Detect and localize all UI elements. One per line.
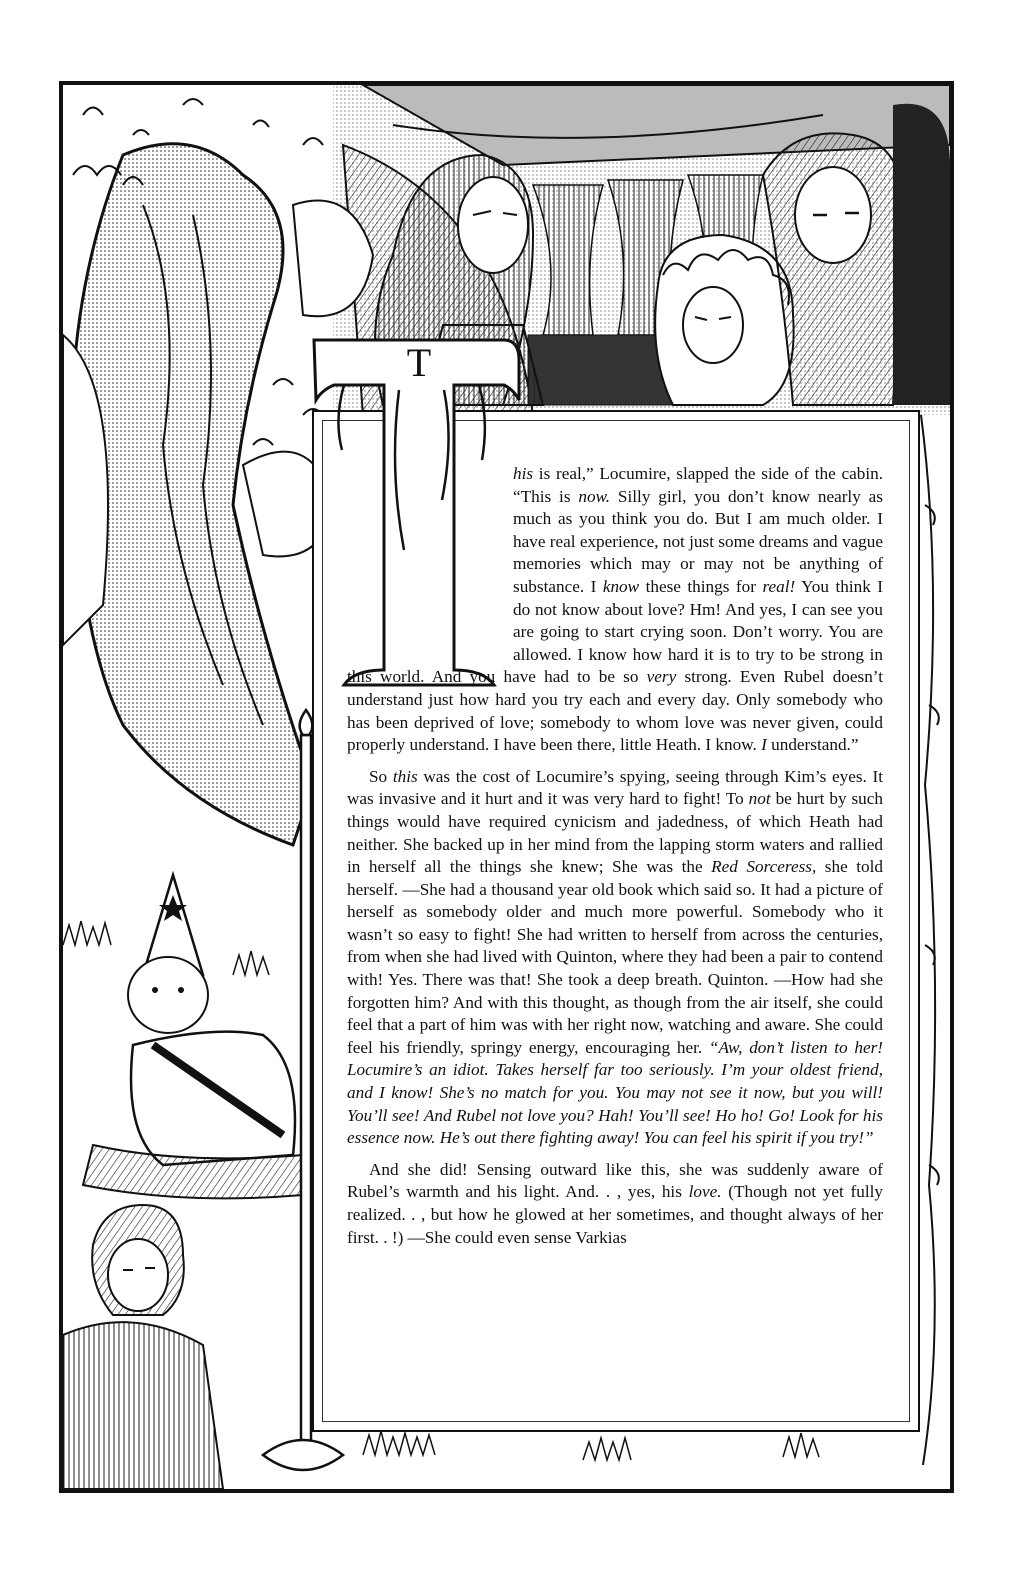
story-text-segment: understand.” <box>766 735 859 755</box>
comic-panel <box>59 81 954 1493</box>
heath-figure <box>655 235 793 405</box>
story-text-segment: “Aw, don’t listen to her! Locumire’s an idiot. Takes herself far too seriously. I’m your oldest friend, and I know! She’s no match for you. You may not see it now, but you will! You’ll see! And Rubel not love you? Hah! You’ll see! Ho ho! Go! Look for his essence now. He’s out there fighting away! You can feel his spirit if you try!” <box>347 1037 883 1148</box>
story-text-segment: Red Sorceress, <box>711 857 817 877</box>
kim-figure <box>763 104 950 405</box>
story-text-segment: I <box>761 735 767 755</box>
story-text-segment: know <box>602 576 640 596</box>
story-text-segment: be hurt by such things would have required cynicism and jadedness, of which Heath had neither. She backed up in her mind from the lapping storm waters and rallied in herself all the things she knew; She was the <box>347 789 884 877</box>
story-text-segment: she told herself. —She had a thousand year old book which said so. It had a picture of herself as somebody older and much more powerful. Somebody who it wasn’t so easy to fight! She had written to herself from across the centuries, from when she had lived with Quinton, where they had been a pair to contend with! Yes. There was that! She took a deep breath. Quinton. —How had she forgotten him? And with this thought, as though from the air itself, she could feel that a part of him was with her right now, watching and aware. She could feel his friendly, springy energy, encouraging her. <box>347 857 883 1057</box>
quinton-figure <box>83 875 303 1198</box>
rubel-figure <box>63 1205 223 1489</box>
story-text-segment: is real,” Locumire, slapped the side of the cabin. “This is <box>513 464 883 506</box>
story-text-segment: this <box>392 766 418 786</box>
story-text-segment: was the cost of Locumire’s spying, seeing through Kim’s eyes. It was invasive and it hurt and it was very hard to fight! To <box>347 766 884 809</box>
story-text-segment: And she did! Sensing outward like this, she was suddenly aware of Rubel’s warmth and his light. And. . , yes, his <box>347 1159 883 1202</box>
story-text-segment: now. <box>578 486 611 506</box>
story-text-segment: Silly girl, you don’t know nearly as much as you think you do. But I am much older. I have real experience, not just some dreams and vague memories which may or may not be anything of substance. I <box>513 486 883 596</box>
right-vine <box>921 415 939 1465</box>
drop-cap-text: T <box>406 340 432 385</box>
story-text-segment: very <box>646 667 677 687</box>
story-paragraph-2 <box>347 766 883 1150</box>
story-text-segment: not <box>748 789 771 809</box>
story-text-segment: So <box>369 766 393 786</box>
story-text <box>347 463 883 1258</box>
story-text-segment: You think I do not know about love? Hm! And yes, I can see you are going to start crying soon. Don’t worry. You are allowed. I know how hard it is to try to be strong in this world. And you have had to be so <box>347 576 883 687</box>
story-text-segment: love. <box>688 1182 722 1202</box>
story-text-segment: strong. Even Rubel doesn’t understand just how hard you try each and every day. Only somebody who has been deprived of love; somebody to whom love was never given, could properly understand. I have been there, little Heath. I know. <box>347 667 883 755</box>
story-text-segment: real! <box>762 576 796 596</box>
story-text-segment: his <box>513 464 534 483</box>
story-paragraph-3 <box>347 1159 883 1249</box>
story-text-segment: (Though not yet fully realized. . , but how he glowed at her sometimes, and thought always of her first. . !) —She could even sense Varkias <box>347 1182 883 1247</box>
story-text-segment: these things for <box>639 576 763 596</box>
